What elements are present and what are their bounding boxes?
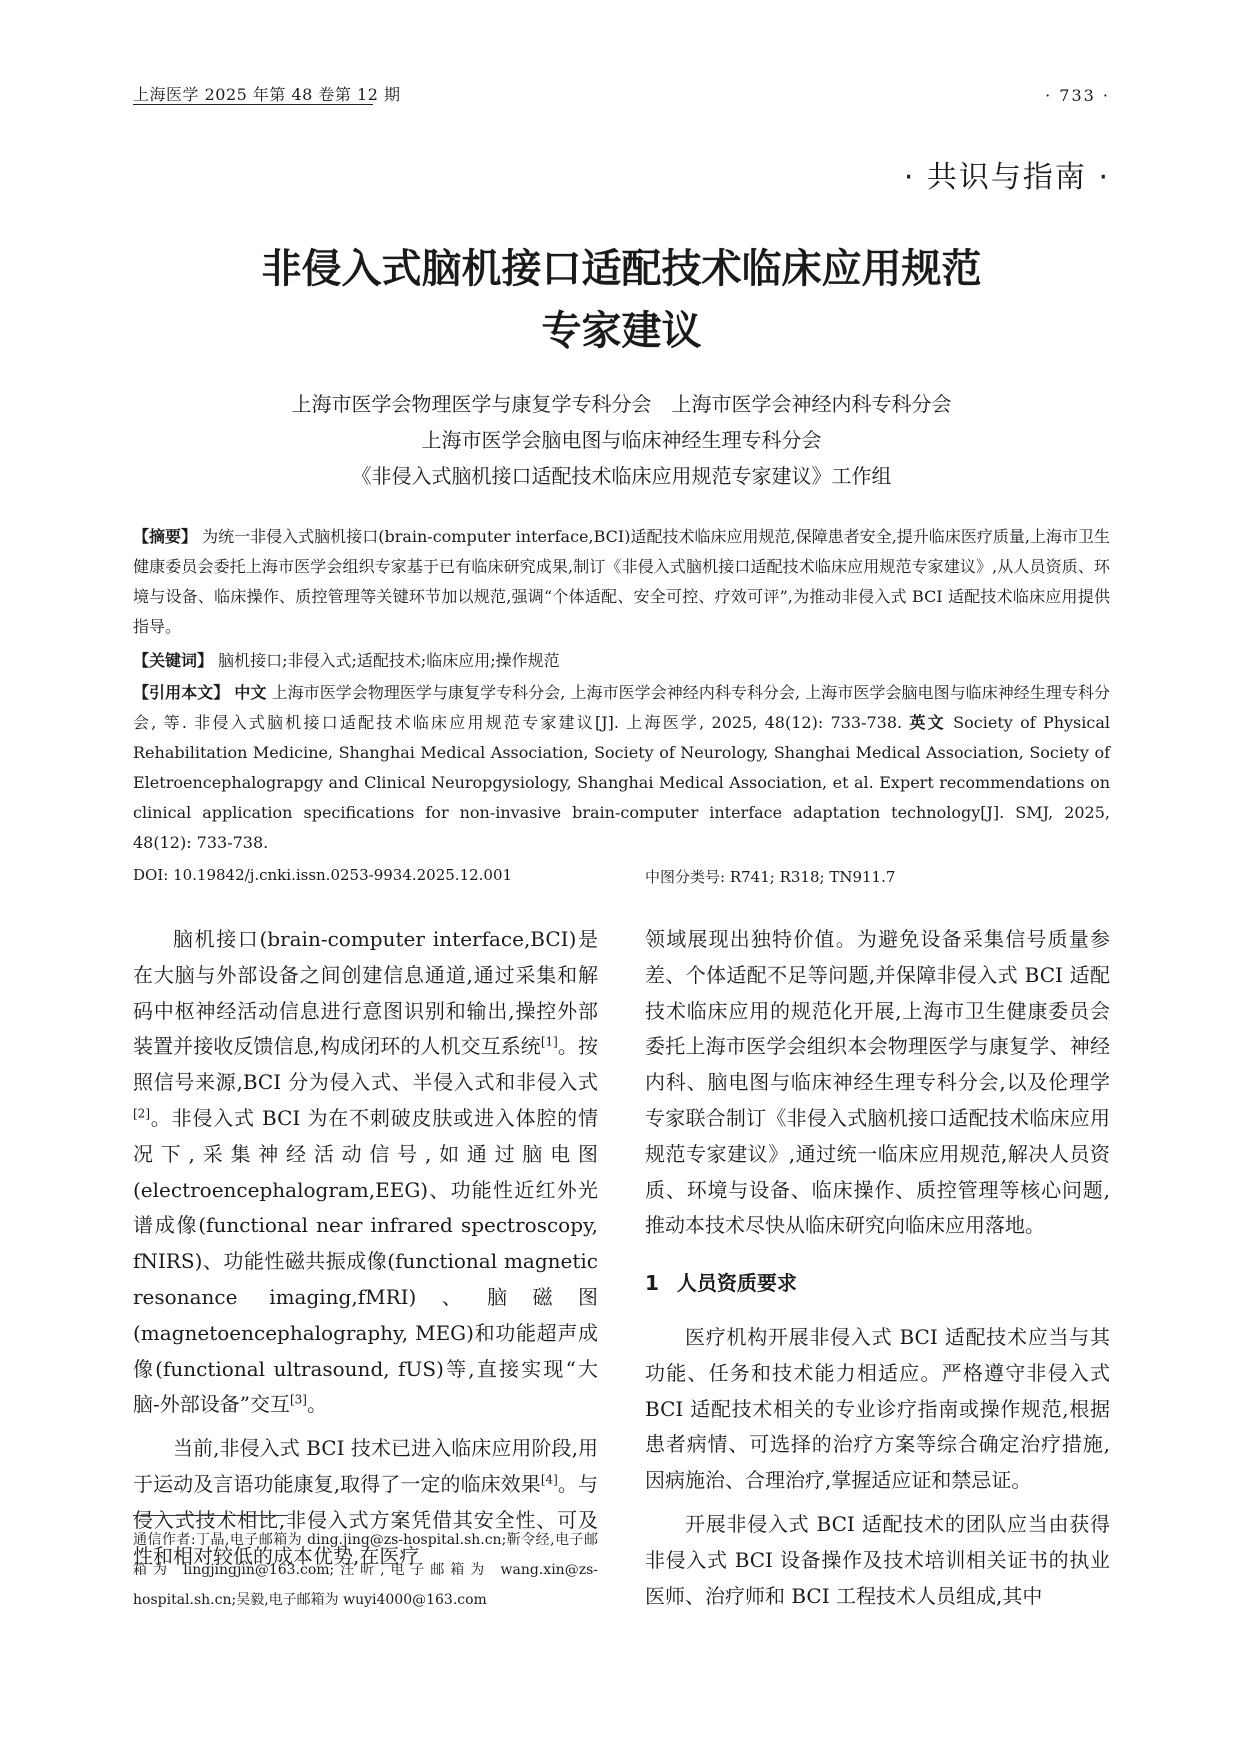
doi: DOI: 10.19842/j.cnki.issn.0253-9934.2025.12.001: [133, 866, 513, 884]
body-paragraph: 开展非侵入式 BCI 适配技术的团队应当由获得非侵入式 BCI 设备操作及技术培训相关证书的执业医师、治疗师和 BCI 工程技术人员组成,其中: [645, 1511, 1110, 1608]
section-number: 1: [645, 1271, 659, 1296]
reference-marker: [2]: [133, 1106, 150, 1121]
body-text: 当前,非侵入式 BCI 技术已进入临床应用阶段,用于运动及言语功能康复,取得了一定的临床效果: [133, 1436, 598, 1496]
footnote-rule: [133, 1515, 288, 1516]
column-label: · 共识与指南 ·: [903, 160, 1110, 195]
reference-marker: [3]: [289, 1392, 307, 1407]
article-title: [133, 238, 1110, 362]
citation-label: 【引用本文】: [133, 683, 230, 702]
abstract: [133, 522, 1110, 642]
keywords-text: 脑机接口;非侵入式;适配技术;临床应用;操作规范: [218, 651, 560, 670]
header-rule: [133, 104, 373, 105]
footnote: [133, 1525, 598, 1615]
citation-cn-text: 上海市医学会物理医学与康复学专科分会, 上海市医学会神经内科专科分会, 上海市医学会脑电图与临床神经生理专科分会, 等. 非侵入式脑机接口适配技术临床应用规范专家建议[J]. 上海医学, 2025, 48(12): 733-738.: [133, 683, 1110, 732]
citation: [133, 678, 1110, 858]
body-paragraph: 领域展现出独特价值。为避免设备采集信号质量参差、个体适配不足等问题,并保障非侵入式 BCI 适配技术临床应用的规范化开展,上海市卫生健康委员会委托上海市医学会组织本会物理医学与康复学、神经内科、脑电图与临床神经生理专科分会,以及伦理学专家联合制订《非侵入式脑机接口适配技术临床应用规范专家建议》,通过统一临床应用规范,解决人员资质、环境与设备、临床操作、质控管理等核心问题,推动本技术尽快从临床研究向临床应用落地。: [645, 927, 1110, 1238]
keywords-label: 【关键词】: [133, 651, 214, 670]
footnote-text: 通信作者:丁晶,电子邮箱为 ding.jing@zs-hospital.sh.cn;靳令经,电子邮箱为 lingjingjin@163.com;汪昕,电子邮箱为 wang.xin@zs-hospital.sh.cn;吴毅,电子邮箱为 wuyi4000@163.com: [133, 1532, 598, 1608]
page-number: · 733 ·: [1045, 86, 1110, 105]
body-text: 。与侵入式技术相比,非侵入式方案凭借其安全性、可及性和相对较低的成本优势,在医疗: [133, 1471, 599, 1568]
citation-cn-label: 中文: [234, 683, 267, 702]
author-line-2: 上海市医学会脑电图与临床神经生理专科分会: [421, 428, 822, 452]
author-line-3: 《非侵入式脑机接口适配技术临床应用规范专家建议》工作组: [351, 464, 892, 488]
body-text: 。非侵入式 BCI 为在不刺破皮肤或进入体腔的情况下,采集神经活动信号,如通过脑电图(electroencephalogram,EEG)、功能性近红外光谱成像(functional near infrared spectroscopy, fNIRS)、功能性磁共振成像(functional magnetic resonance imaging,fMRI)、脑磁图(magnetoencephalography, MEG)和功能超声成像(functional ultrasound, fUS)等,直接实现“大脑-外部设备”交互: [133, 1105, 598, 1417]
reference-marker: [4]: [540, 1472, 558, 1487]
body-paragraph: [133, 922, 598, 1423]
author-affiliations: [133, 386, 1110, 494]
abstract-text: 为统一非侵入式脑机接口(brain-computer interface,BCI)适配技术临床应用规范,保障患者安全,提升临床医疗质量,上海市卫生健康委员会委托上海市医学会组织专家基于已有临床研究成果,制订《非侵入式脑机接口适配技术临床应用规范专家建议》,从人员资质、环境与设备、临床操作、质控管理等关键环节加以规范,强调“个体适配、安全可控、疗效可评”,为推动非侵入式 BCI 适配技术临床应用提供指导。: [133, 527, 1110, 636]
abstract-label: 【摘要】: [133, 527, 198, 546]
right-column: [645, 922, 1110, 1614]
keywords: [133, 646, 1110, 676]
classification-number: 中图分类号: R741; R318; TN911.7: [645, 868, 896, 886]
body-text: 。按照信号来源,BCI 分为侵入式、半侵入式和非侵入式: [133, 1034, 599, 1095]
left-column: [133, 922, 598, 1574]
title-line-2: 专家建议: [541, 308, 702, 354]
body-text: 。: [306, 1392, 327, 1417]
title-line-1: 非侵入式脑机接口适配技术临床应用规范: [261, 246, 982, 292]
author-line-1: 上海市医学会物理医学与康复学专科分会 上海市医学会神经内科专科分会: [291, 392, 952, 416]
citation-en-text: Society of Physical Rehabilitation Medicine, Shanghai Medical Association, Society of Neurology, Shanghai Medical Association, Society of Eletroencephalograpgy and Clinical Neuropgysiology, Shanghai Medical Association, et al. Expert recommendations on clinical application specifications for non-invasive brain-computer interface adaptation technology[J]. SMJ, 2025, 48(12): 733-738.: [133, 713, 1110, 852]
citation-en-label: 英文: [909, 713, 946, 732]
section-title: 人员资质要求: [676, 1271, 797, 1296]
body-paragraph: 医疗机构开展非侵入式 BCI 适配技术应当与其功能、任务和技术能力相适应。严格遵守非侵入式 BCI 适配技术相关的专业诊疗指南或操作规范,根据患者病情、可选择的治疗方案等综合确定治疗措施,因病施治、合理治疗,掌握适应证和禁忌证。: [645, 1324, 1110, 1493]
reference-marker: [1]: [540, 1034, 558, 1049]
journal-header: 上海医学 2025 年第 48 卷第 12 期: [133, 85, 401, 104]
section-heading: [645, 1266, 1110, 1302]
body-text: 脑机接口(brain-computer interface,BCI)是在大脑与外部设备之间创建信息通道,通过采集和解码中枢神经活动信息进行意图识别和输出,操控外部装置并接收反馈信息,构成闭环的人机交互系统: [133, 927, 598, 1059]
